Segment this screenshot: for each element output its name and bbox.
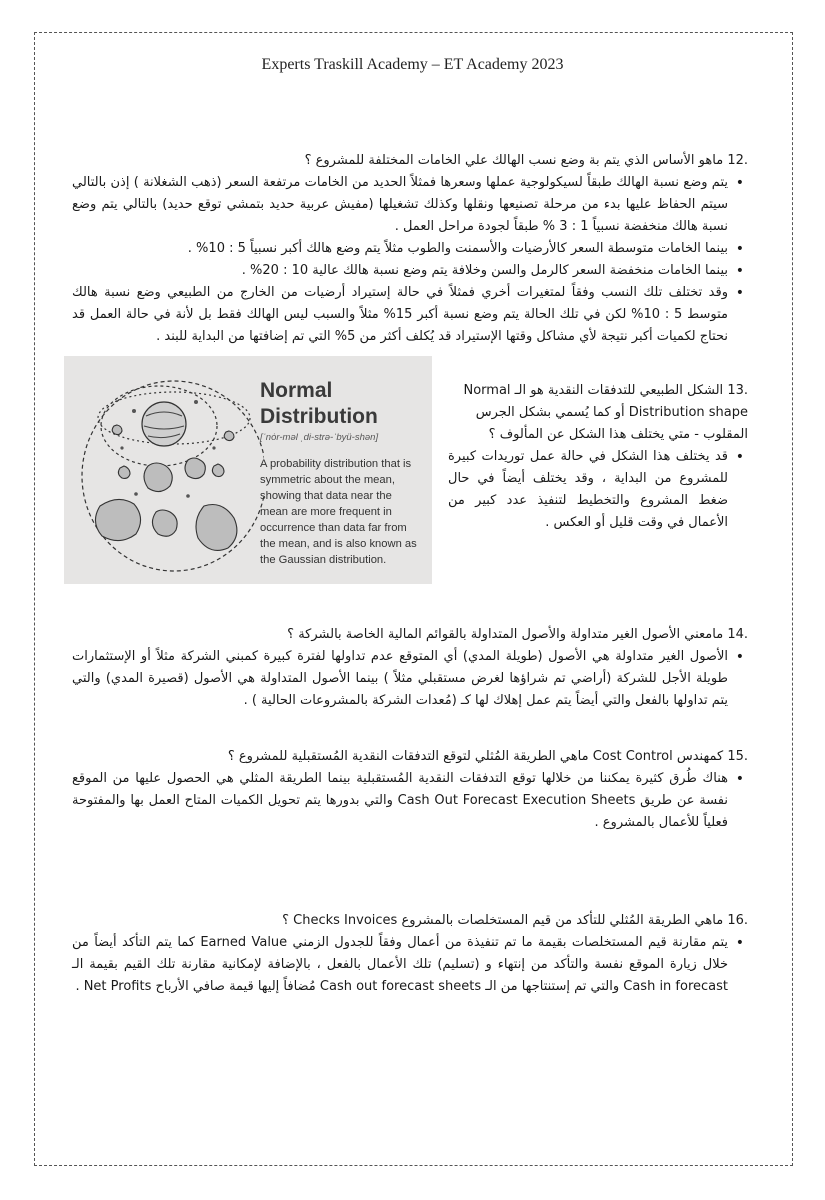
question-text: ماهي الطريقة المُثلي للتأكد من قيم المستخلصات بالمشروع Checks Invoices ؟ bbox=[282, 913, 724, 928]
answer-list bbox=[448, 446, 748, 534]
question-number: 16. bbox=[727, 913, 748, 928]
answer-bullet: • بينما الخامات منخفضة السعر كالرمل والسن وخلافة يتم وضع نسبة هالك عالية 10 : 20% . bbox=[72, 260, 728, 282]
answer-bullet: • يتم مقارنة قيم المستخلصات بقيمة ما تم تنفيذة من أعمال وفقاً للجدول الزمني Earned Value كما يتم التأكد أيضاً من خلال زيارة الموقع نفسة والتأكد من إنتهاء و (تسليم) تلك الأعمال بالفعل ، بالإضافة لإمكانية مقارنة تلك القيم بقيمة الـ Cash in forecast والتي تم إستنتاجها من الـ Cash out forecast sheets مُضافاً إليها قيمة صافي الأرباح Net Profits . bbox=[72, 932, 728, 998]
card-definition: A probability distribution that is symmetric about the mean, showing that data near the mean are more frequent in occurrence than data far from the mean, and is also known as the Gaussian distribution. bbox=[260, 458, 417, 566]
answer-bullet: • وقد تختلف تلك النسب وفقاً لمتغيرات أخري فمثلاً في حالة إستيراد أرضيات من الخارج من الطبيعي وضع نسبة هالك متوسط 5 : 10% لكن في تلك الحالة يتم وضع نسبة أكبر 15% مثلاً والسبب ليس الهالك فقط بل لأنة في حالة العمل قد نحتاج لكميات أكبر نتيجة لأي مشاكل وقتها الإستيراد قد يُكلف أكثر من 5% التي تم إضافتها من البداية للبند . bbox=[72, 282, 728, 348]
answer-bullet: • يتم وضع نسبة الهالك طبقاً لسيكولوجية عملها وسعرها فمثلاً الحديد من الخامات مرتفعة السعر (ذهب الشغلانة ) إذن بالتالي سيتم الحفاظ عليها بدء من مرحلة تصنيعها ونقلها وكذلك تشغيلها (مفيش عربية حديد بتمشي توقع حديد) بالتالي يتم وضع نسبة هالك منخفضة نسبياً 1 : 3 % طبقاً لجودة مراحل العمل . bbox=[72, 172, 728, 238]
question-number: 15. bbox=[727, 749, 748, 764]
question-number: 12. bbox=[727, 153, 748, 168]
question-title bbox=[72, 910, 748, 932]
question-text: مامعني الأصول الغير متداولة والأصول المتداولة بالقوائم المالية الخاصة بالشركة ؟ bbox=[287, 627, 724, 642]
card-pronunciation: [ˈnȯr-məl ˌdi-strə-ˈbyü-shən] bbox=[260, 432, 379, 443]
question-14 bbox=[72, 624, 748, 712]
question-title bbox=[72, 150, 748, 172]
answer-list bbox=[72, 646, 748, 712]
answer-list bbox=[72, 768, 748, 834]
card-title: Normal Distribution bbox=[260, 379, 378, 428]
question-title bbox=[72, 746, 748, 768]
answer-bullet: • بينما الخامات متوسطة السعر كالأرضيات والأسمنت والطوب مثلاً يتم وضع هالك أكبر نسبياً 5 : 10% . bbox=[72, 238, 728, 260]
question-title bbox=[72, 624, 748, 646]
planet-rocks-illustration bbox=[64, 356, 264, 584]
question-title bbox=[448, 380, 748, 446]
question-number: 14. bbox=[727, 627, 748, 642]
question-12 bbox=[72, 150, 748, 348]
page-header: Experts Traskill Academy – ET Academy 2023 bbox=[261, 56, 564, 73]
answer-bullet: • الأصول الغير متداولة هي الأصول (طويلة المدي) أي المتوقع عدم تداولها لفترة كبيرة كمبني الشركة مثلاً أو الإستثمارات طويلة الأجل للشركة (أراضي تم شراؤها لغرض مستقبلي مثلاً ) بينما الأصول المتداولة هي الأصول (قصيرة المدي) والتي يتم تداولها بالفعل والتي أيضاً يتم عمل إهلاك لها كـ (مُعدات الشركة بالمشروعات الحالية ) . bbox=[72, 646, 728, 712]
question-number: 13. bbox=[727, 383, 748, 398]
question-16 bbox=[72, 910, 748, 998]
answer-list bbox=[72, 932, 748, 998]
question-13 bbox=[448, 380, 748, 534]
question-text: الشكل الطبيعي للتدفقات النقدية هو الـ Normal Distribution shape أو كما يُسمي بشكل الجرس المقلوب - متي يختلف هذا الشكل عن المألوف ؟ bbox=[463, 383, 748, 442]
normal-distribution-card bbox=[64, 356, 432, 584]
answer-list bbox=[72, 172, 748, 348]
question-text: كمهندس Cost Control ماهي الطريقة المُثلي لتوقع التدفقات النقدية المُستقبلية للمشروع ؟ bbox=[227, 749, 724, 764]
answer-bullet: • قد يختلف هذا الشكل في حالة عمل توريدات كبيرة للمشروع من البداية ، وقد يختلف أيضاً في حال ضغط المشروع والتخطيط لتنفيذ عدد كبير من الأعمال في وقت قليل أو العكس . bbox=[448, 446, 728, 534]
question-text: ماهو الأساس الذي يتم بة وضع نسب الهالك علي الخامات المختلفة للمشروع ؟ bbox=[304, 153, 724, 168]
answer-bullet: • هناك طُرق كثيرة يمكننا من خلالها توقع التدفقات النقدية المُستقبلية بينما الطريقة المثلي هي الحصول عليها من الموقع نفسة عن طريق Cash Out Forecast Execution Sheets والتي بدورها يتم تحويل الكميات المتاح العمل بها والمفتوحة فعلياً للأعمال بالمشروع . bbox=[72, 768, 728, 834]
question-15 bbox=[72, 746, 748, 834]
